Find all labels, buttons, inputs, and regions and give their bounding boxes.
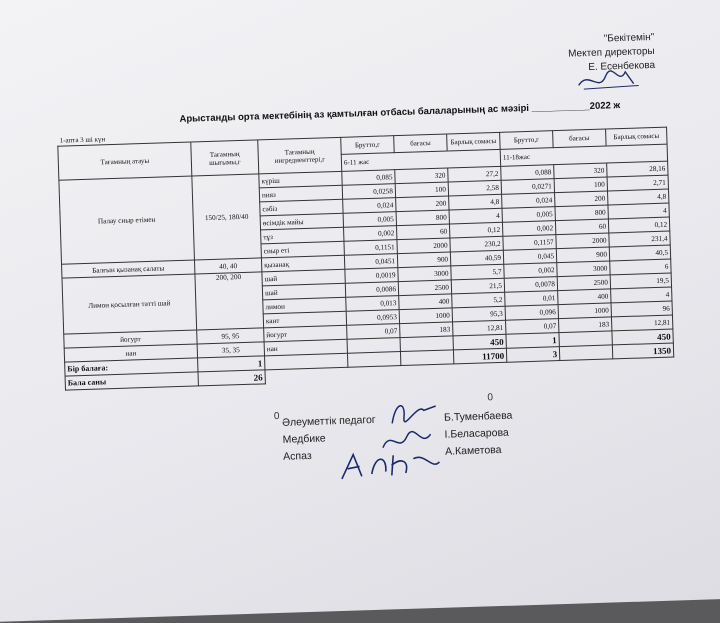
price-cell: 200	[396, 196, 449, 212]
ingredient: күріш	[259, 171, 342, 188]
total-cell-2: 6	[610, 259, 671, 275]
signature-names	[444, 408, 514, 461]
price-cell-2: 320	[554, 163, 607, 179]
total-cell: 4,8	[449, 194, 502, 210]
dish-yield: 95, 95	[197, 328, 264, 344]
total-cell-2: 4	[608, 203, 669, 219]
header-ingredients: Тағамның ингредиенттері,г	[258, 137, 342, 174]
per-child-label: Бір балаға:	[65, 358, 198, 376]
total-cell: 230,2	[450, 236, 503, 252]
week-label: 1-апта 3 ші күн	[59, 135, 106, 145]
brutto-cell-2: 0,002	[502, 221, 555, 237]
age-group-2: 11-18жас	[500, 144, 667, 166]
dish-yield: 150/25, 180/40	[192, 174, 262, 260]
brutto-cell-2: 0,1157	[503, 235, 556, 251]
role-social-pedagogue: Әлеуметтік педагог	[281, 413, 376, 429]
price-cell: 400	[399, 294, 452, 310]
brutto-cell-2: 0,024	[502, 193, 555, 209]
dish-yield: 200, 200	[195, 272, 264, 330]
brutto-cell-2: 0,0078	[504, 277, 557, 293]
brutto-cell-2: 0,002	[504, 263, 557, 279]
brutto-cell-2: 0,088	[501, 165, 554, 181]
brutto-cell: 0,0086	[345, 282, 398, 298]
role-cook: Аспаз	[283, 449, 312, 463]
per-child-total: 11700	[453, 348, 506, 364]
price-cell-2: 60	[555, 219, 608, 235]
age-group-1: 6-11 жас	[341, 149, 500, 171]
price-cell: 2500	[398, 280, 451, 296]
brutto-cell: 0,07	[347, 324, 400, 340]
mark-zero-right: 0	[487, 392, 494, 404]
total-cell-2: 450	[612, 329, 673, 345]
total-cell: 2,58	[448, 180, 501, 196]
children-label: Бала саны	[65, 372, 198, 390]
price-cell-2: 900	[556, 247, 609, 263]
header-price: бағасы	[394, 134, 448, 153]
price-cell: 320	[395, 168, 448, 184]
price-cell: 800	[396, 210, 449, 226]
brutto-cell-2: 0,096	[505, 305, 558, 321]
price-cell: 2000	[397, 238, 450, 254]
header-brutto: Брутто,г	[341, 136, 395, 155]
header-price-2: бағасы	[553, 129, 607, 148]
ingredient: йогурт	[264, 325, 347, 342]
total-cell-2: 96	[611, 301, 672, 317]
approval-line-1: "Бекітемін"	[603, 31, 655, 45]
brutto-cell-2: 0,0271	[501, 179, 554, 195]
price-cell-2: 800	[555, 205, 608, 221]
per-child-count-2: 3	[506, 347, 559, 363]
dish-name: Палау сиыр етімен	[59, 176, 195, 264]
ingredient: сиыр еті	[261, 241, 344, 258]
total-cell-2: 0,12	[608, 217, 669, 233]
ingredient: шай	[262, 283, 345, 300]
ingredient: сәбіз	[260, 199, 343, 216]
dish-name: йогурт	[64, 330, 197, 348]
per-child-total-2: 1350	[612, 343, 673, 359]
price-cell-2: 400	[558, 289, 611, 305]
total-cell-2: 4	[611, 287, 672, 303]
total-cell: 95,3	[452, 306, 505, 322]
price-cell-2: 1000	[558, 303, 611, 319]
per-child-count: 1	[198, 356, 265, 372]
dish-name: нан	[64, 344, 197, 362]
children-count: 26	[198, 370, 265, 386]
dish-name: Балғын қызанақ салаты	[62, 260, 195, 278]
price-cell-2: 183	[558, 317, 611, 333]
name-2: І.Беласарова	[444, 426, 510, 441]
total-cell-2: 231,4	[609, 231, 670, 247]
total-cell: 21,5	[451, 278, 504, 294]
total-cell: 12,81	[453, 320, 506, 336]
signature-pedagogue	[383, 396, 444, 430]
price-cell: 60	[396, 224, 449, 240]
price-cell-2: 2500	[557, 275, 610, 291]
ingredient: пияз	[259, 185, 342, 202]
director-signature	[573, 63, 644, 95]
total-cell: 5,7	[451, 264, 504, 280]
brutto-cell: 0,013	[346, 296, 399, 312]
total-cell-2: 40,5	[609, 245, 670, 261]
brutto-cell: 0,024	[343, 198, 396, 214]
dish-yield: 35, 35	[197, 342, 264, 358]
mark-zero-left: 0	[273, 410, 280, 423]
total-cell: 0,12	[449, 222, 502, 238]
total-cell-2: 12,81	[611, 315, 672, 331]
ingredient: шай	[262, 269, 345, 286]
brutto-cell: 0,0019	[345, 268, 398, 284]
role-nurse: Медбике	[282, 432, 326, 446]
brutto-cell-2: 0,01	[505, 291, 558, 307]
total-cell-2: 19,5	[610, 273, 671, 289]
header-yield: Тағамның шығымы,г	[191, 140, 259, 176]
price-cell: 183	[400, 322, 453, 338]
price-cell-2: 100	[554, 177, 607, 193]
brutto-cell: 0,0451	[344, 254, 397, 270]
price-cell-2: 2000	[556, 233, 609, 249]
menu-table-wrapper	[57, 117, 675, 391]
brutto-cell-2: 0,045	[503, 249, 556, 265]
header-brutto-2: Брутто,г	[500, 131, 554, 150]
price-cell: 900	[397, 252, 450, 268]
brutto-cell: 0,002	[344, 226, 397, 242]
brutto-cell-2: 0,07	[506, 319, 559, 335]
header-dish: Тағамның атауы	[58, 142, 192, 180]
total-cell: 5,2	[452, 292, 505, 308]
document-title: Арыстанды орта мектебінің аз қамтылған отбасы балаларының ас мәзірі ___________2022 ж	[179, 100, 621, 125]
header-total-2: Барлық сомасы	[606, 127, 668, 146]
price-cell-2: 3000	[557, 261, 610, 277]
ingredient: өсімдік майы	[260, 213, 343, 230]
total-cell: 27,2	[448, 166, 501, 182]
ingredient: кант	[263, 311, 346, 328]
price-cell: 1000	[399, 308, 452, 324]
brutto-cell: 0,0258	[342, 184, 395, 200]
brutto-cell: 0,085	[342, 170, 395, 186]
price-cell: 3000	[398, 266, 451, 282]
dish-name: Лимон қосылған тәтті шай	[62, 274, 197, 334]
total-cell-2: 4,8	[608, 189, 669, 205]
dish-yield: 40, 40	[194, 258, 261, 274]
brutto-cell-2: 0,005	[502, 207, 555, 223]
total-cell-2: 28,16	[607, 161, 668, 177]
header-total: Барлық сомасы	[447, 132, 501, 151]
total-cell: 4	[449, 208, 502, 224]
brutto-cell: 0,1151	[344, 240, 397, 256]
ingredient: лимон	[263, 297, 346, 314]
menu-table	[57, 117, 675, 391]
total-cell-2: 2,71	[607, 175, 668, 191]
brutto-cell: 0,005	[343, 212, 396, 228]
name-3: А.Каметова	[444, 443, 502, 458]
approval-line-2: Мектеп директоры	[567, 45, 655, 60]
approval-line-3: Е. Есенбекова	[588, 59, 656, 74]
total-cell: 40,59	[450, 250, 503, 266]
ingredient: қызанақ	[261, 255, 344, 272]
name-1: Б.Туменбаева	[443, 409, 513, 424]
brutto-cell-2: 1	[506, 333, 559, 349]
ingredient: нан	[264, 339, 347, 356]
price-cell-2: 200	[555, 191, 608, 207]
signature-cook	[335, 446, 446, 483]
ingredient: тұз	[261, 227, 344, 244]
price-cell: 100	[395, 182, 448, 198]
total-cell: 450	[453, 334, 506, 350]
brutto-cell: 0,0953	[346, 310, 399, 326]
